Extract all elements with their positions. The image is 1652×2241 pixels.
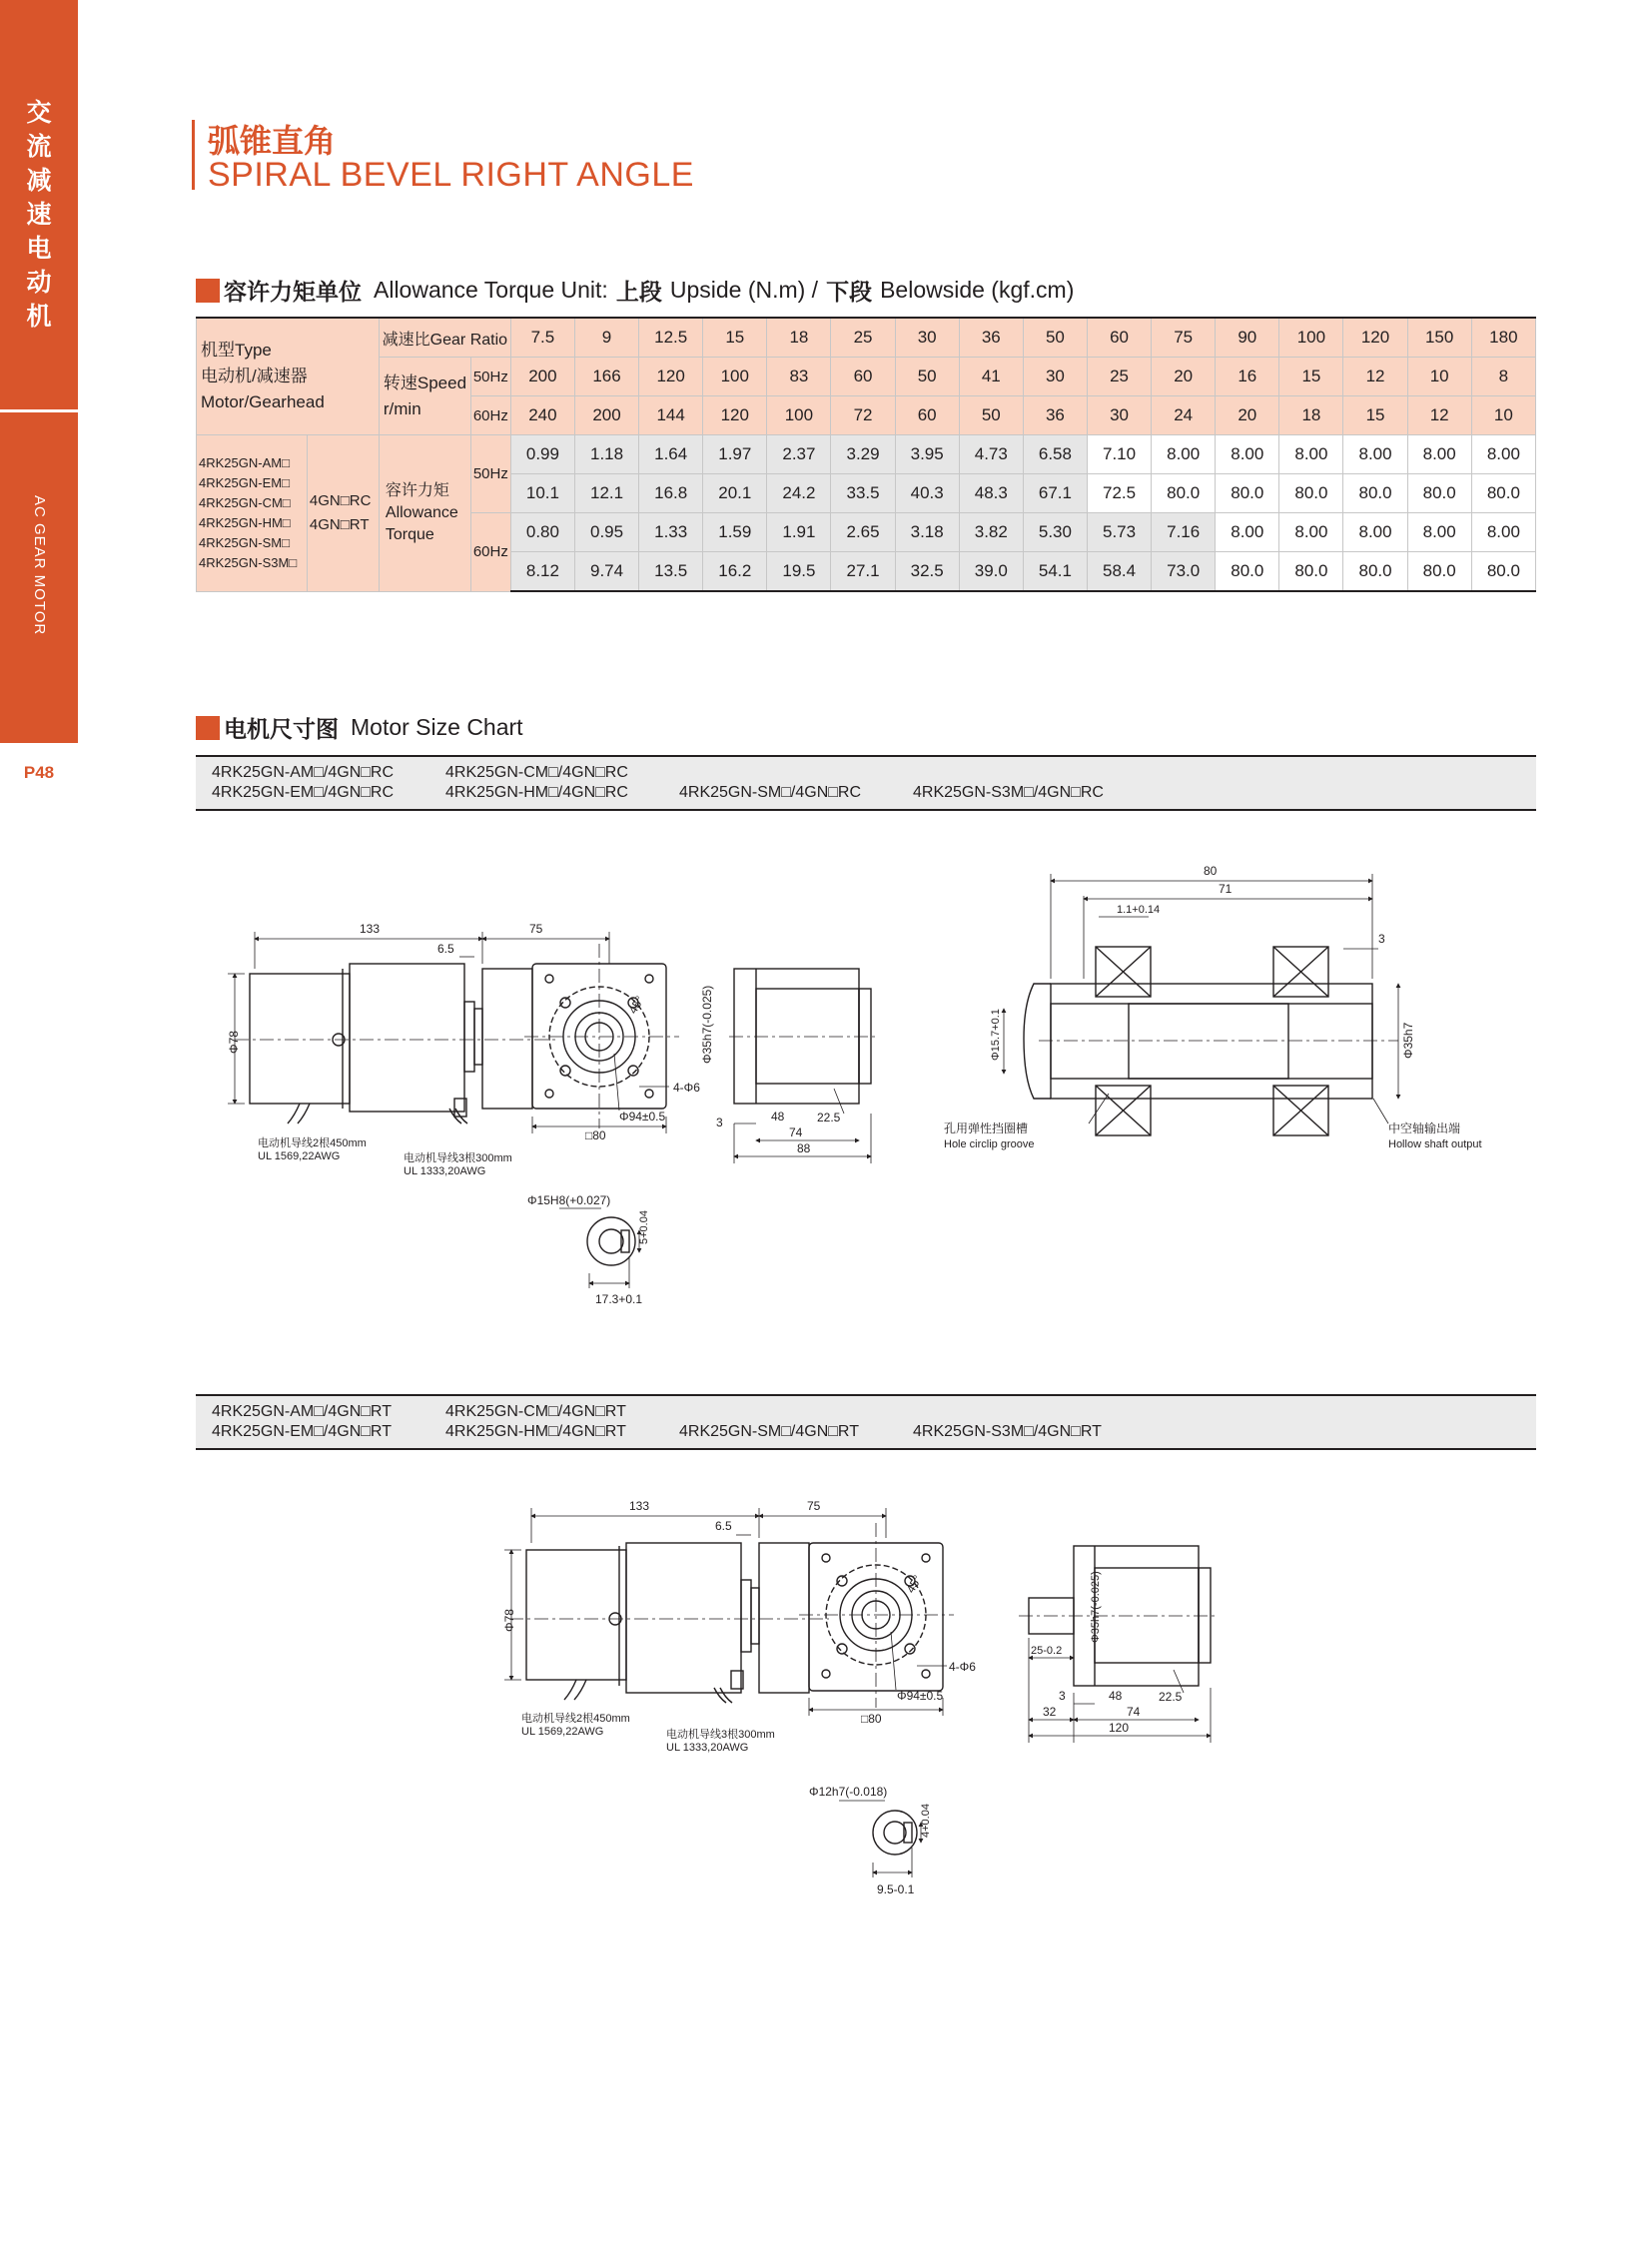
torque-cell: 0.95 bbox=[574, 513, 638, 552]
torque-cell: 33.5 bbox=[831, 474, 895, 513]
torque-cell: 80.0 bbox=[1152, 474, 1216, 513]
rc-side-view bbox=[228, 932, 609, 1123]
hz50-label: 50Hz bbox=[470, 358, 510, 396]
torque-cell: 80.0 bbox=[1343, 474, 1407, 513]
ratio-cell: 180 bbox=[1471, 318, 1535, 358]
motor-list-cell: 4RK25GN-AM□ 4RK25GN-EM□ 4RK25GN-CM□ 4RK25GN-HM□ 4RK25GN-SM□ 4RK25GN-S3M□ bbox=[197, 435, 308, 592]
dim-text: 133 bbox=[629, 1499, 650, 1513]
torque-cell: 1.97 bbox=[703, 435, 767, 474]
torque-cell: 8.00 bbox=[1279, 435, 1343, 474]
torque-cell: 1.33 bbox=[639, 513, 703, 552]
torque-cell: 3.29 bbox=[831, 435, 895, 474]
dim-text: Φ78 bbox=[227, 1031, 241, 1054]
torque-cell: 2.65 bbox=[831, 513, 895, 552]
dim-text: Φ35h7(-0.025) bbox=[700, 985, 714, 1064]
model-name: 4RK25GN-HM□/4GN□RT bbox=[445, 1423, 626, 1440]
speed50-cell: 41 bbox=[959, 358, 1023, 396]
torque-cell: 8.00 bbox=[1216, 513, 1279, 552]
rc-end-view bbox=[729, 969, 879, 1163]
dim-text: 45° bbox=[625, 993, 647, 1017]
torque-cell: 8.00 bbox=[1216, 435, 1279, 474]
torque-cell: 8.12 bbox=[510, 552, 574, 592]
torque-label-cell: 容许力矩 Allowance Torque bbox=[379, 435, 470, 592]
speed60-cell: 24 bbox=[1152, 396, 1216, 435]
dim-text: 48 bbox=[1109, 1689, 1123, 1703]
torque-cell: 9.74 bbox=[574, 552, 638, 592]
torque-cell: 80.0 bbox=[1216, 474, 1279, 513]
dim-text: 22.5 bbox=[1159, 1690, 1183, 1704]
ratio-cell: 15 bbox=[703, 318, 767, 358]
torque-cell: 4.73 bbox=[959, 435, 1023, 474]
ratio-cell: 150 bbox=[1407, 318, 1471, 358]
dim-text: 6.5 bbox=[437, 942, 454, 956]
rc-keyway-detail bbox=[559, 1208, 639, 1288]
gear-ratio-label: 减速比Gear Ratio bbox=[379, 318, 510, 358]
rt-keyway-detail bbox=[839, 1801, 921, 1877]
rc-front-view bbox=[524, 944, 679, 1133]
torque-cell: 6.58 bbox=[1023, 435, 1087, 474]
torque-cell: 8.00 bbox=[1407, 513, 1471, 552]
torque-cell: 1.91 bbox=[767, 513, 831, 552]
speed50-cell: 10 bbox=[1407, 358, 1471, 396]
dim-text: 6.5 bbox=[715, 1519, 732, 1533]
speed60-cell: 36 bbox=[1023, 396, 1087, 435]
torque-cell: 48.3 bbox=[959, 474, 1023, 513]
torque-cell: 27.1 bbox=[831, 552, 895, 592]
model-name: 4RK25GN-EM□/4GN□RT bbox=[212, 1423, 392, 1440]
page-title-cn: 弧锥直角 bbox=[208, 122, 337, 160]
rc-hollow-shaft-section bbox=[1004, 874, 1398, 1135]
dim-text: Φ94±0.5 bbox=[897, 1689, 944, 1703]
speed60-cell: 60 bbox=[895, 396, 959, 435]
torque-cell: 8.00 bbox=[1343, 513, 1407, 552]
torque-cell: 0.99 bbox=[510, 435, 574, 474]
dim-text: Φ12h7(-0.018) bbox=[809, 1785, 888, 1799]
ratio-cell: 30 bbox=[895, 318, 959, 358]
torque-cell: 67.1 bbox=[1023, 474, 1087, 513]
torque-cell: 8.00 bbox=[1471, 435, 1535, 474]
speed50-cell: 12 bbox=[1343, 358, 1407, 396]
dim-text: Φ35h7(-0.025) bbox=[1090, 1571, 1102, 1643]
callout-label: 孔用弹性挡圈槽 bbox=[944, 1121, 1029, 1135]
dim-text: 74 bbox=[789, 1125, 803, 1139]
dim-text: 75 bbox=[529, 922, 543, 936]
dim-text: □80 bbox=[585, 1128, 606, 1142]
speed60-cell: 200 bbox=[574, 396, 638, 435]
lead-label: 电动机导线3根300mm bbox=[404, 1152, 512, 1164]
speed60-cell: 18 bbox=[1279, 396, 1343, 435]
lead-label: 电动机导线2根450mm bbox=[521, 1713, 630, 1725]
dim-text: 74 bbox=[1127, 1705, 1141, 1719]
torque-cell: 8.00 bbox=[1471, 513, 1535, 552]
ratio-cell: 120 bbox=[1343, 318, 1407, 358]
lead-label: UL 1569,22AWG bbox=[521, 1726, 604, 1738]
ratio-cell: 36 bbox=[959, 318, 1023, 358]
speed50-cell: 166 bbox=[574, 358, 638, 396]
dim-text: 17.3+0.1 bbox=[595, 1292, 643, 1306]
size-section-heading: 电机尺寸图 Motor Size Chart bbox=[196, 711, 523, 744]
torque-cell: 39.0 bbox=[959, 552, 1023, 592]
speed50-cell: 83 bbox=[767, 358, 831, 396]
speed50-cell: 20 bbox=[1152, 358, 1216, 396]
hz60-label: 60Hz bbox=[470, 396, 510, 435]
hz60-label: 60Hz bbox=[470, 513, 510, 592]
dim-text: 3 bbox=[1059, 1689, 1066, 1703]
torque-cell: 8.00 bbox=[1279, 513, 1343, 552]
ratio-cell: 60 bbox=[1087, 318, 1151, 358]
torque-cell: 20.1 bbox=[703, 474, 767, 513]
dim-text: 120 bbox=[1109, 1721, 1130, 1735]
torque-cell: 3.82 bbox=[959, 513, 1023, 552]
speed50-cell: 16 bbox=[1216, 358, 1279, 396]
speed60-cell: 10 bbox=[1471, 396, 1535, 435]
dim-text: 4-Φ6 bbox=[949, 1660, 976, 1674]
torque-cell: 3.95 bbox=[895, 435, 959, 474]
speed50-cell: 120 bbox=[639, 358, 703, 396]
dim-text: 4+0.04 bbox=[920, 1804, 932, 1838]
ratio-cell: 9 bbox=[574, 318, 638, 358]
dim-text: 133 bbox=[360, 922, 381, 936]
dim-text: 4-Φ6 bbox=[673, 1081, 700, 1095]
torque-cell: 12.1 bbox=[574, 474, 638, 513]
speed60-cell: 15 bbox=[1343, 396, 1407, 435]
speed50-cell: 100 bbox=[703, 358, 767, 396]
model-name: 4RK25GN-CM□/4GN□RT bbox=[445, 1403, 626, 1420]
speed60-cell: 144 bbox=[639, 396, 703, 435]
dim-text: 88 bbox=[797, 1141, 811, 1155]
torque-cell: 80.0 bbox=[1407, 552, 1471, 592]
model-name: 4RK25GN-AM□/4GN□RT bbox=[212, 1403, 392, 1420]
dim-text: 22.5 bbox=[817, 1111, 841, 1124]
dim-text: Φ78 bbox=[502, 1609, 516, 1632]
speed50-cell: 50 bbox=[895, 358, 959, 396]
lead-label: UL 1333,20AWG bbox=[666, 1742, 749, 1754]
torque-cell: 73.0 bbox=[1152, 552, 1216, 592]
torque-cell: 80.0 bbox=[1279, 474, 1343, 513]
torque-cell: 32.5 bbox=[895, 552, 959, 592]
dim-text: 71 bbox=[1219, 882, 1233, 896]
torque-cell: 1.59 bbox=[703, 513, 767, 552]
ratio-cell: 100 bbox=[1279, 318, 1343, 358]
callout-label: 中空轴输出端 bbox=[1388, 1121, 1461, 1135]
torque-cell: 1.18 bbox=[574, 435, 638, 474]
dim-text: Φ15H8(+0.027) bbox=[527, 1193, 611, 1207]
model-name: 4RK25GN-SM□/4GN□RC bbox=[679, 784, 862, 801]
dim-text: Φ35h7 bbox=[1401, 1022, 1415, 1059]
model-name: 4RK25GN-S3M□/4GN□RC bbox=[913, 784, 1104, 801]
model-name: 4RK25GN-CM□/4GN□RC bbox=[445, 764, 628, 781]
dim-text: 1.1+0.14 bbox=[1117, 904, 1161, 916]
page-title-en: SPIRAL BEVEL RIGHT ANGLE bbox=[208, 156, 694, 194]
torque-section-heading: 容许力矩单位 Allowance Torque Unit: 上段 Upside (N.m) / 下段 Belowside (kgf.cm) bbox=[196, 274, 1074, 307]
dim-text: 48 bbox=[771, 1110, 785, 1123]
model-name: 4RK25GN-EM□/4GN□RC bbox=[212, 784, 395, 801]
torque-cell: 8.00 bbox=[1407, 435, 1471, 474]
speed50-cell: 8 bbox=[1471, 358, 1535, 396]
torque-cell: 0.80 bbox=[510, 513, 574, 552]
torque-cell: 80.0 bbox=[1279, 552, 1343, 592]
torque-cell: 40.3 bbox=[895, 474, 959, 513]
model-name: 4RK25GN-S3M□/4GN□RT bbox=[913, 1423, 1102, 1440]
ratio-cell: 7.5 bbox=[510, 318, 574, 358]
torque-cell: 16.2 bbox=[703, 552, 767, 592]
speed60-cell: 100 bbox=[767, 396, 831, 435]
speed-label-cell: 转速Speed r/min bbox=[379, 358, 470, 435]
torque-cell: 16.8 bbox=[639, 474, 703, 513]
speed60-cell: 120 bbox=[703, 396, 767, 435]
torque-cell: 5.73 bbox=[1087, 513, 1151, 552]
torque-cell: 80.0 bbox=[1216, 552, 1279, 592]
speed50-cell: 25 bbox=[1087, 358, 1151, 396]
torque-cell: 19.5 bbox=[767, 552, 831, 592]
lead-label: 电动机导线3根300mm bbox=[666, 1729, 775, 1741]
speed60-cell: 12 bbox=[1407, 396, 1471, 435]
speed60-cell: 240 bbox=[510, 396, 574, 435]
speed50-cell: 15 bbox=[1279, 358, 1343, 396]
dim-text: □80 bbox=[861, 1712, 882, 1726]
torque-cell: 8.00 bbox=[1152, 435, 1216, 474]
torque-cell: 80.0 bbox=[1407, 474, 1471, 513]
dim-text: 3 bbox=[716, 1116, 723, 1129]
torque-cell: 58.4 bbox=[1087, 552, 1151, 592]
torque-cell: 7.10 bbox=[1087, 435, 1151, 474]
lead-label: 电动机导线2根450mm bbox=[258, 1137, 367, 1149]
torque-cell: 80.0 bbox=[1471, 552, 1535, 592]
torque-cell: 54.1 bbox=[1023, 552, 1087, 592]
torque-cell: 8.00 bbox=[1343, 435, 1407, 474]
speed50-cell: 60 bbox=[831, 358, 895, 396]
dim-text: 45° bbox=[903, 1572, 925, 1596]
torque-cell: 72.5 bbox=[1087, 474, 1151, 513]
sidebar-english-title: AC GEAR MOTOR bbox=[31, 495, 48, 636]
type-label-cell: 机型Type 电动机/减速器 Motor/Gearhead bbox=[197, 318, 380, 435]
model-name: 4RK25GN-HM□/4GN□RC bbox=[445, 784, 628, 801]
torque-cell: 13.5 bbox=[639, 552, 703, 592]
ratio-cell: 50 bbox=[1023, 318, 1087, 358]
ratio-cell: 75 bbox=[1152, 318, 1216, 358]
model-name: 4RK25GN-AM□/4GN□RC bbox=[212, 764, 395, 781]
dim-text: 32 bbox=[1043, 1705, 1057, 1719]
torque-cell: 5.30 bbox=[1023, 513, 1087, 552]
torque-cell: 80.0 bbox=[1343, 552, 1407, 592]
dim-text: 25-0.2 bbox=[1031, 1645, 1063, 1657]
torque-cell: 3.18 bbox=[895, 513, 959, 552]
ratio-cell: 18 bbox=[767, 318, 831, 358]
speed60-cell: 20 bbox=[1216, 396, 1279, 435]
torque-cell: 7.16 bbox=[1152, 513, 1216, 552]
speed60-cell: 72 bbox=[831, 396, 895, 435]
lead-label: UL 1333,20AWG bbox=[404, 1165, 486, 1177]
dim-text: 3 bbox=[1378, 932, 1385, 946]
hz50-label: 50Hz bbox=[470, 435, 510, 513]
dim-text: 9.5-0.1 bbox=[877, 1882, 915, 1896]
dim-text: 5+0.04 bbox=[638, 1210, 650, 1244]
rt-side-view bbox=[504, 1508, 886, 1703]
speed60-cell: 30 bbox=[1087, 396, 1151, 435]
dim-text: 75 bbox=[807, 1499, 821, 1513]
ratio-cell: 90 bbox=[1216, 318, 1279, 358]
lead-label: UL 1569,22AWG bbox=[258, 1150, 341, 1162]
torque-cell: 1.64 bbox=[639, 435, 703, 474]
ratio-cell: 12.5 bbox=[639, 318, 703, 358]
callout-label: Hole circlip groove bbox=[944, 1138, 1035, 1150]
dim-text: Φ15.7+0.1 bbox=[990, 1009, 1002, 1061]
speed60-cell: 50 bbox=[959, 396, 1023, 435]
torque-cell: 24.2 bbox=[767, 474, 831, 513]
speed50-cell: 30 bbox=[1023, 358, 1087, 396]
ratio-cell: 25 bbox=[831, 318, 895, 358]
page-number: P48 bbox=[23, 763, 55, 782]
dim-text: Φ94±0.5 bbox=[619, 1110, 666, 1123]
rt-front-view bbox=[799, 1523, 954, 1716]
torque-cell: 80.0 bbox=[1471, 474, 1535, 513]
torque-cell: 2.37 bbox=[767, 435, 831, 474]
dim-text: 80 bbox=[1204, 864, 1218, 878]
torque-cell: 10.1 bbox=[510, 474, 574, 513]
model-name: 4RK25GN-SM□/4GN□RT bbox=[679, 1423, 859, 1440]
speed50-cell: 200 bbox=[510, 358, 574, 396]
sidebar-chinese-title: 交 流 减 速 电 动 机 bbox=[26, 98, 52, 331]
gearhead-list-cell: 4GN□RC 4GN□RT bbox=[307, 435, 379, 592]
callout-label: Hollow shaft output bbox=[1388, 1138, 1482, 1150]
